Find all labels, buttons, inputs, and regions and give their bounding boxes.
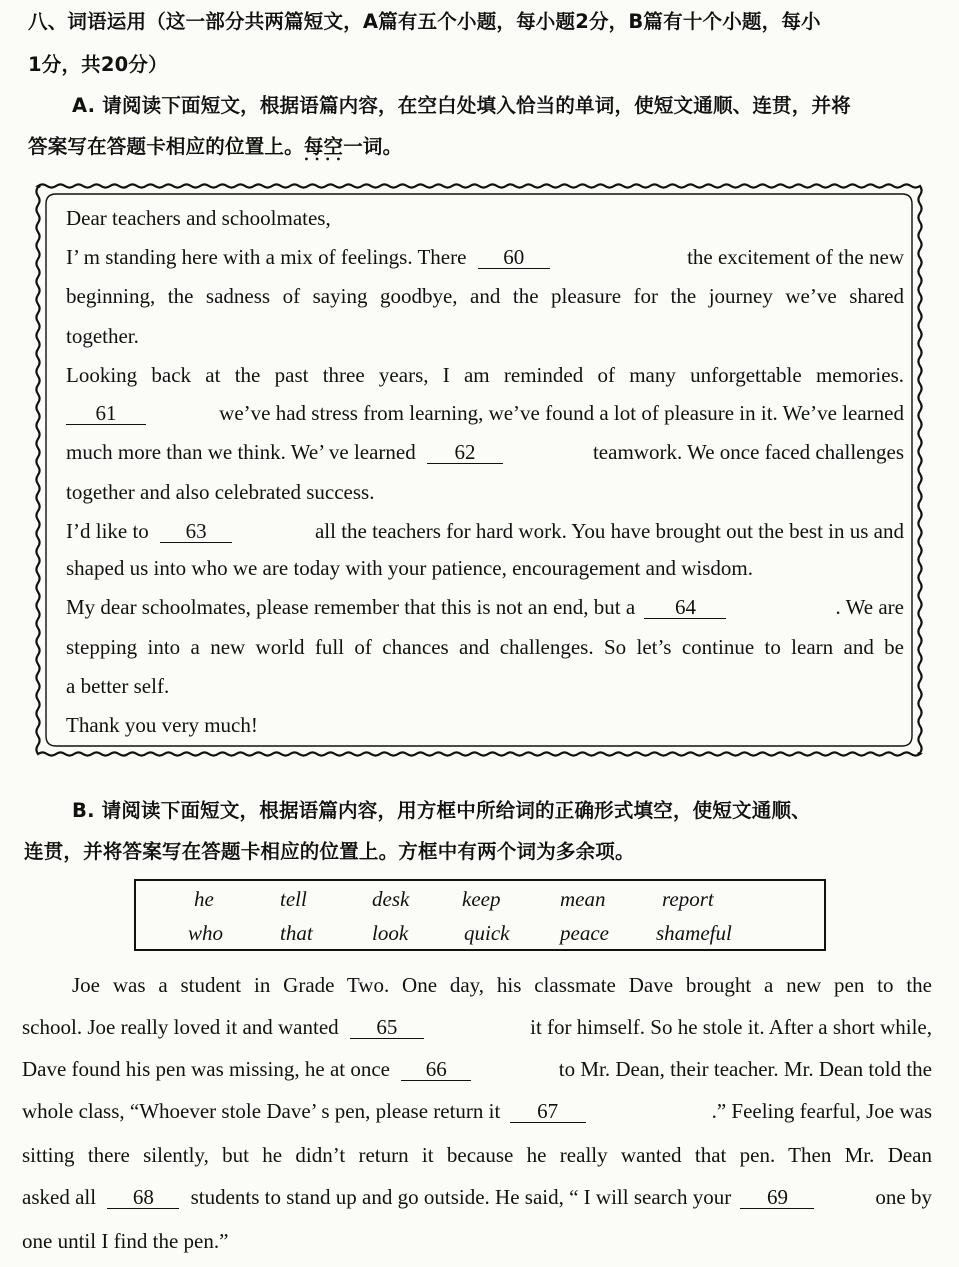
section-heading-line2: 1分，共20分） [28, 53, 168, 76]
passage-text: the excitement of the new [687, 245, 904, 269]
passage-text: it for himself. So he stole it. After a short while, [530, 1015, 932, 1039]
blank-69: 69 [740, 1187, 814, 1209]
passage-a-p1-line1 [66, 245, 904, 270]
part-a-instruction-line2 [28, 131, 402, 159]
passage-a-p2-line1: Looking back at the past three years, I am reminded of many unforgettable memories. [66, 363, 904, 387]
word-bank-item: mean [560, 887, 606, 911]
blank-61: 61 [66, 403, 146, 425]
word-bank-item: peace [560, 921, 609, 945]
passage-text: one by [875, 1185, 932, 1209]
word-bank-item: report [662, 887, 714, 911]
passage-text: all the teachers for hard work. You have brought out the best in us and [314, 519, 904, 543]
word-bank-item: look [372, 921, 409, 945]
passage-a-p3-line1 [66, 519, 904, 544]
passage-a-p4-line2: stepping into a new world full of chances and challenges. So let’s continue to learn and be [66, 635, 904, 659]
passage-a-p1-line3: together. [66, 324, 139, 348]
passage-a-p4-line1 [66, 595, 904, 620]
word-bank-item: he [194, 887, 214, 911]
word-bank-item: that [280, 921, 313, 945]
word-bank-item: shameful [656, 921, 732, 945]
part-a-instruction-prefix: 答案写在答题卡相应的位置上。 [28, 135, 304, 158]
passage-a-p3-line2: shaped us into who we are today with your patience, encouragement and wisdom. [66, 556, 753, 580]
passage-b-line1: Joe was a student in Grade Two. One day, his classmate Dave brought a new pen to the [72, 973, 932, 997]
passage-b-line6 [22, 1185, 932, 1210]
passage-b-line4 [22, 1099, 932, 1124]
part-a-instruction-line1: A. 请阅读下面短文，根据语篇内容，在空白处填入恰当的单词，使短文通顺、连贯，并将 [72, 94, 851, 117]
passage-a-p2-line3 [66, 440, 904, 465]
passage-text: much more than we think. We’ ve learned [66, 440, 416, 464]
blank-67: 67 [510, 1101, 586, 1123]
blank-64: 64 [644, 597, 726, 619]
word-bank-item: tell [280, 887, 307, 911]
word-bank-item: keep [462, 887, 501, 911]
word-bank-item: who [188, 921, 224, 945]
passage-b-line5: sitting there silently, but he didn’t return it because he really wanted that pen. Then Mr. Dean [22, 1143, 932, 1167]
passage-text: asked all [22, 1185, 97, 1209]
word-bank-box [134, 879, 826, 951]
blank-65: 65 [350, 1017, 424, 1039]
outer-wavy-border-line [36, 184, 921, 755]
blank-60: 60 [478, 247, 550, 269]
passage-a-p4-line3: a better self. [66, 674, 170, 698]
passage-text: Dave found his pen was missing, he at once [22, 1057, 391, 1081]
passage-a-greeting: Dear teachers and schoolmates, [66, 206, 331, 230]
blank-66: 66 [401, 1059, 471, 1081]
part-a-instruction-emphasis: 每空一词 • • [304, 135, 383, 158]
part-a-instruction-suffix: 。 [382, 135, 403, 158]
passage-b-line7: one until I find the pen.” [22, 1229, 229, 1253]
passage-text: whole class, “Whoever stole Dave’ s pen, please return it [22, 1099, 501, 1123]
blank-63: 63 [160, 521, 232, 543]
passage-text: I’d like to [66, 519, 149, 543]
passage-text: teamwork. We once faced challenges [592, 440, 904, 464]
passage-a-closing: Thank you very much! [66, 713, 258, 737]
passage-text: .” Feeling fearful, Joe was [711, 1099, 932, 1123]
passage-text: students to stand up and go outside. He said, “ I will search your [190, 1185, 732, 1209]
passage-b-line2 [22, 1015, 932, 1040]
passage-a-p2-line4: together and also celebrated success. [66, 480, 375, 504]
passage-b-line3 [22, 1057, 932, 1082]
part-b-instruction-line1: B. 请阅读下面短文，根据语篇内容，用方框中所给词的正确形式填空，使短文通顺、 [72, 799, 811, 822]
inner-border-line [46, 194, 912, 746]
passage-a-p2-line2 [66, 401, 904, 426]
passage-text: we’ve had stress from learning, we’ve found a lot of pleasure in it. We’ve learned [219, 401, 904, 425]
word-bank-item: desk [372, 887, 410, 911]
blank-62: 62 [427, 442, 503, 464]
passage-text: . We are [835, 595, 904, 619]
blank-68: 68 [107, 1187, 179, 1209]
part-b-instruction-line2: 连贯，并将答案写在答题卡相应的位置上。方框中有两个词为多余项。 [24, 840, 635, 863]
passage-text: school. Joe really loved it and wanted [22, 1015, 339, 1039]
passage-text: to Mr. Dean, their teacher. Mr. Dean told the [558, 1057, 932, 1081]
passage-a-p1-line2: beginning, the sadness of saying goodbye, and the pleasure for the journey we’ve shared [66, 284, 904, 308]
section-heading-line1: 八、词语运用（这一部分共两篇短文，A篇有五个小题，每小题2分，B篇有十个小题，每小 [28, 10, 821, 33]
passage-text: My dear schoolmates, please remember that this is not an end, but a [66, 595, 636, 619]
passage-text: I’ m standing here with a mix of feelings. There [66, 245, 467, 269]
word-bank-item: quick [464, 921, 510, 945]
